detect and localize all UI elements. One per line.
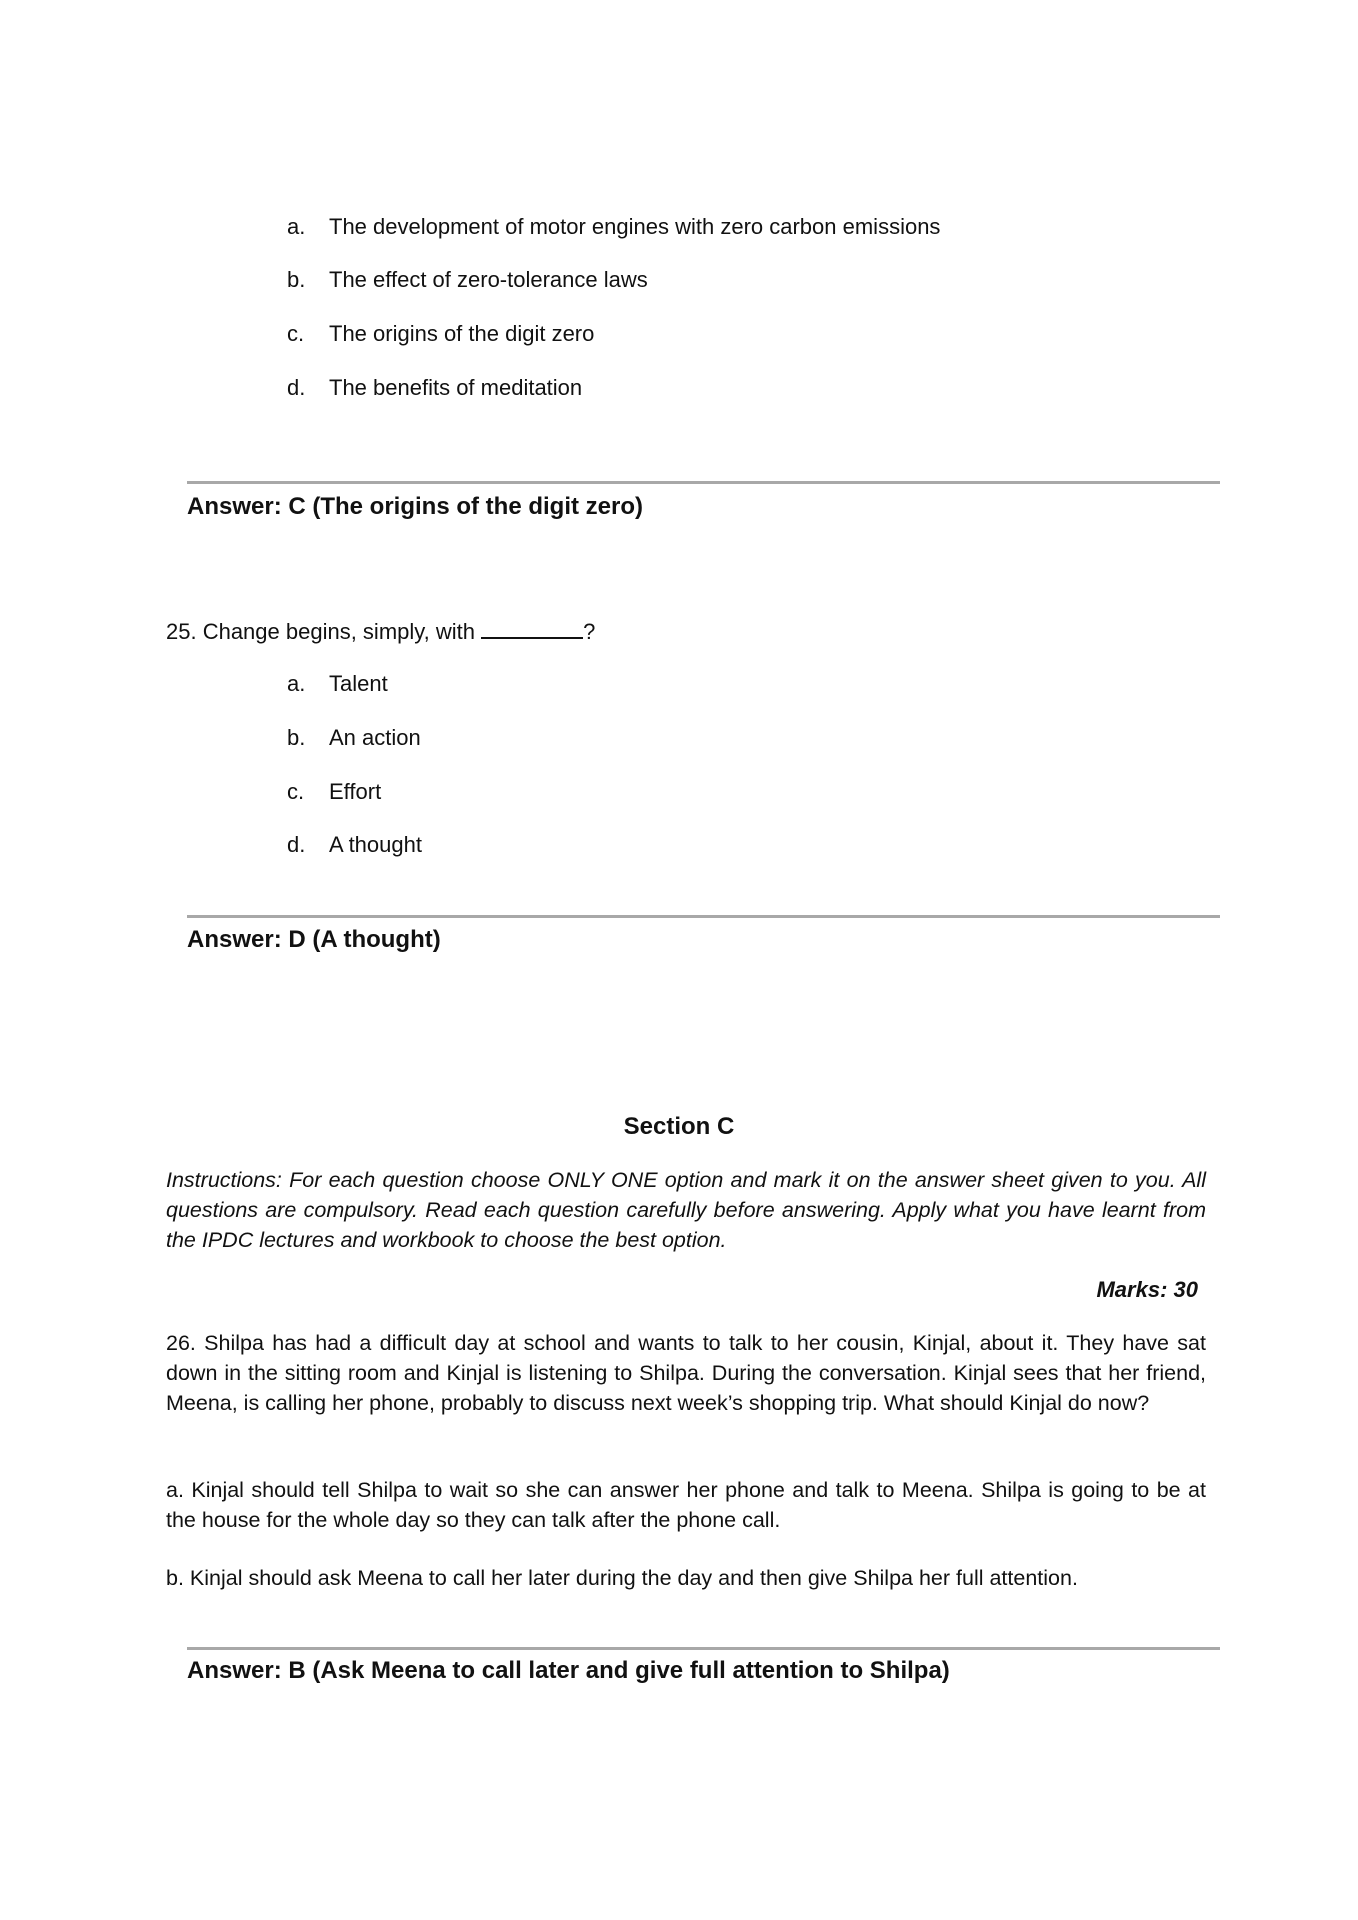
question-mark: ? [583,619,596,644]
option-label: b. [287,267,306,292]
option-text: A thought [329,832,422,857]
option-label: a. [287,214,306,239]
section-title: Section C [623,1113,735,1140]
option-label: a. [287,671,306,696]
q26-answer: Answer: B (Ask Meena to call later and give full attention to Shilpa) [187,1657,950,1684]
option-text: Talent [329,671,388,696]
option-label: c. [287,779,305,804]
question-text: 25. Change begins, simply, with [166,619,482,644]
q24-answer: Answer: C (The origins of the digit zero) [187,493,643,520]
section-instructions: Instructions: For each question choose ONLY ONE option and mark it on the answer sheet given to you. All questions are compulsory. Read each question carefully before answering. Apply what you have learnt from the IPDC lectures and workbook to choose the best option. [166,1168,1206,1252]
q25-question [166,617,595,646]
answer-divider [187,915,1220,918]
option-text: The development of motor engines with zero carbon emissions [329,214,941,239]
option-text: The origins of the digit zero [329,321,595,346]
option-text: Effort [329,779,382,804]
option-text: An action [329,725,421,750]
section-marks: Marks: 30 [1096,1277,1198,1302]
option-text: The effect of zero-tolerance laws [329,267,648,292]
q26-option-a: a. Kinjal should tell Shilpa to wait so she can answer her phone and talk to Meena. Shilpa is going to be at the house for the whole day so they can talk after the phone call. [166,1478,1206,1532]
option-text: The benefits of meditation [329,375,583,400]
option-label: d. [287,375,306,400]
q25-answer: Answer: D (A thought) [187,926,441,953]
fill-in-blank [481,617,583,639]
answer-divider [187,1647,1220,1650]
option-label: b. [287,725,306,750]
q26-question: 26. Shilpa has had a difficult day at school and wants to talk to her cousin, Kinjal, about it. They have sat down in the sitting room and Kinjal is listening to Shilpa. During the conversation. Kinjal sees that her friend, Meena, is calling her phone, probably to discuss next week’s shopping trip. What should Kinjal do now? [166,1331,1206,1415]
q26-option-b: b. Kinjal should ask Meena to call her later during the day and then give Shilpa her full attention. [166,1566,1078,1590]
option-label: c. [287,321,305,346]
answer-divider [187,481,1220,484]
option-label: d. [287,832,306,857]
